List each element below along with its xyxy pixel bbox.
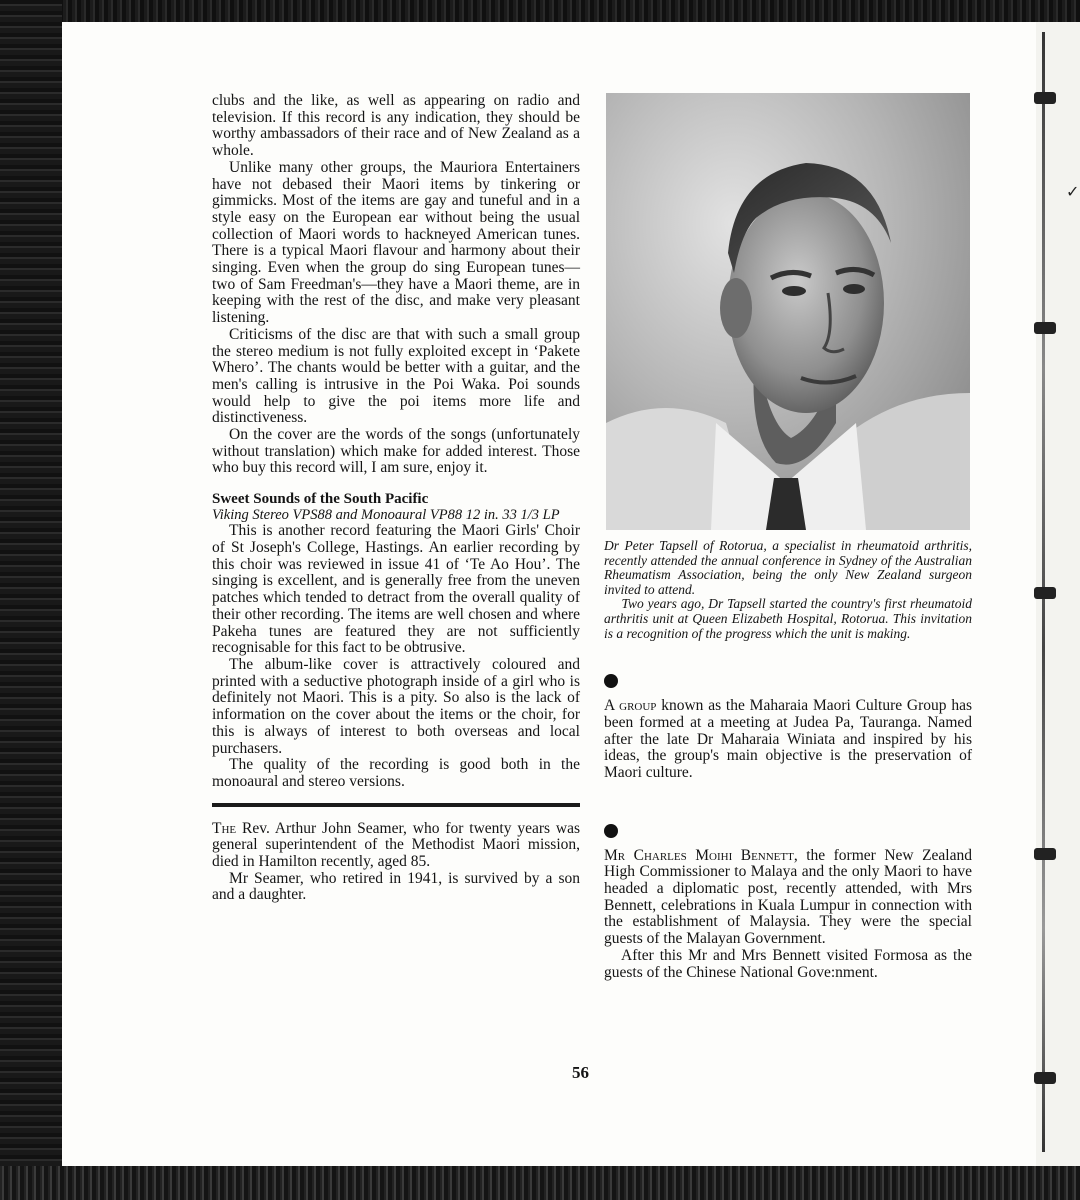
review-paragraph: This is another record featuring the Maori Girls' Choir of St Joseph's College, Hastings. An earlier recording by this choir was reviewed in issue 41 of ‘Te Ao Hou’. The singing is excellent, and is generally free from the uneven patches which tended to detract from the overall quality of their other recording. The items are well chosen and where Pakeha tunes are featured they are not sufficiently recognisable for this fact to be obtrusive. <box>212 522 580 657</box>
bullet-icon <box>604 674 618 688</box>
binding-mark <box>1034 322 1056 334</box>
review-paragraph: Criticisms of the disc are that with such a small group the stereo medium is not fully exploited except in ‘Pakete Whero’. The chants would be better with a guitar, and the men's calling is intrusive in the Poi Waka. Poi sounds would help to give the poi items more life and distinctiveness. <box>212 325 580 427</box>
scan-border-left <box>0 0 62 1200</box>
right-column <box>604 93 972 981</box>
binding-mark <box>1034 92 1056 104</box>
facing-page-edge <box>1036 22 1080 1166</box>
obituary-lead: The <box>212 819 237 837</box>
news-item-text: known as the Maharaia Maori Culture Group has been formed at a meeting at Judea Pa, Tauranga. Named after the late Dr Maharaia Winiata and inspired by his ideas, the group's main objective is the preservation of Maori culture. <box>604 697 972 781</box>
review-paragraph: The album-like cover is attractively coloured and printed with a seductive photograph inside of a girl who is definitely not Maori. This is a pity. So also is the lack of information on the cover about the items or the choir, for this is always of interest to both overseas and local purchasers. <box>212 656 580 757</box>
caption-paragraph: Dr Peter Tapsell of Rotorua, a specialist in rheumatoid arthritis, recently attended the annual conference in Sydney of the Australian Rheumatism Association, being the only New Zealand surgeon invited to attend. <box>604 538 972 597</box>
scan-border-top <box>0 0 1080 22</box>
left-column <box>212 93 580 904</box>
check-mark-icon: ✓ <box>1066 182 1080 201</box>
news-item <box>604 848 972 948</box>
binding-mark <box>1034 587 1056 599</box>
news-item-lead-smallcaps: Mr Charles Moihi Bennett, <box>604 846 798 864</box>
scan-border-bottom <box>0 1166 1080 1200</box>
binding-mark <box>1034 1072 1056 1084</box>
binding-mark <box>1034 848 1056 860</box>
review-paragraph: The quality of the recording is good both in the monoaural and stereo versions. <box>212 756 580 790</box>
obituary-paragraph: Mr Seamer, who retired in 1941, is survived by a son and a daughter. <box>212 869 580 904</box>
record-review-subtitle: Viking Stereo VPS88 and Monoaural VP88 12 in. 33 1/3 LP <box>212 506 560 523</box>
news-item-text: the former New Zealand High Commissioner to Malaya and the only Maori to have headed a diplomatic post, recently attended, with Mrs Bennett, celebrations in Kuala Lumpur in connection with the establishment of Malaysia. They were the special guests of the Malayan Government. <box>604 846 972 948</box>
bullet-icon <box>604 824 618 838</box>
news-item-lead-smallcaps: group <box>619 697 657 715</box>
news-item-lead: A <box>604 697 615 715</box>
section-divider <box>212 803 580 807</box>
obituary-text: Rev. Arthur John Seamer, who for twenty years was general superintendent of the Methodist Maori mission, died in Hamilton recently, aged 85. <box>212 819 580 871</box>
review-paragraph: Unlike many other groups, the Mauriora Entertainers have not debased their Maori items by tinkering or gimmicks. Most of the items are gay and tuneful and in a style easy on the European ear without being the usual collection of Maori words to hackneyed American tunes. There is a typical Maori flavour and harmony about their singing. Even when the group do sing European tunes—two of Sam Freedman's—they have a Maori theme, are in keeping with the rest of the disc, and make very pleasant listening. <box>212 158 580 327</box>
obituary-paragraph <box>212 821 580 871</box>
page-number: 56 <box>572 1063 589 1082</box>
news-item <box>604 698 972 782</box>
caption-paragraph: Two years ago, Dr Tapsell started the country's first rheumatoid arthritis unit at Queen Elizabeth Hospital, Rotorua. This invitation is a recognition of the progress which the unit is making. <box>604 596 972 641</box>
photo-caption <box>604 539 972 641</box>
news-item-paragraph: After this Mr and Mrs Bennett visited Formosa as the guests of the Chinese National Gove:nment. <box>604 946 972 981</box>
portrait-illustration <box>606 93 970 530</box>
review-paragraph: clubs and the like, as well as appearing on radio and television. If this record is any indication, they should be worthy ambassadors of their race and of New Zealand as a whole. <box>212 92 580 160</box>
review-paragraph: On the cover are the words of the songs (unfortunately without translation) which make for added interest. Those who buy this record will, I am sure, enjoy it. <box>212 426 580 477</box>
record-review-title: Sweet Sounds of the South Pacific <box>212 491 429 508</box>
portrait-photo <box>606 93 970 530</box>
